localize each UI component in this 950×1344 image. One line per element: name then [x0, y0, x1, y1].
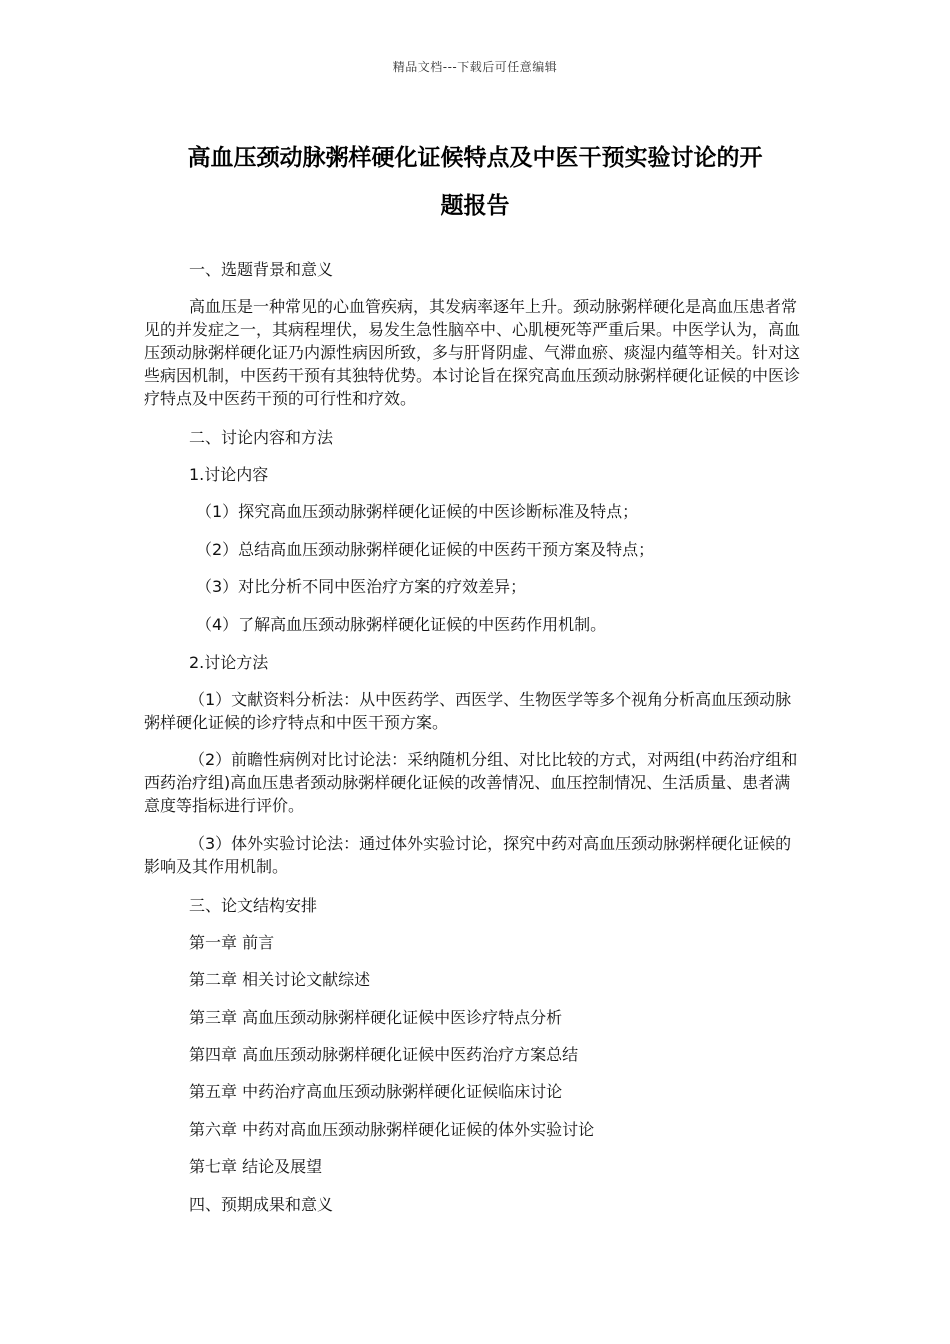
section-2-heading: 二、讨论内容和方法: [189, 428, 334, 447]
content-item: （1）探究高血压颈动脉粥样硬化证候的中医诊断标准及特点；: [196, 502, 639, 521]
chapter-item: 第六章 中药对高血压颈动脉粥样硬化证候的体外实验讨论: [189, 1120, 595, 1139]
section-3-heading: 三、论文结构安排: [189, 896, 318, 915]
chapter-item: 第三章 高血压颈动脉粥样硬化证候中医诊疗特点分析: [189, 1008, 563, 1027]
method-heading: 2.讨论方法: [189, 653, 269, 672]
section-1-paragraph: 高血压是一种常见的心血管疾病，其发病率逐年上升。颈动脉粥样硬化是高血压患者常见的并发症之一，其病程埋伏，易发生急性脑卒中、心肌梗死等严重后果。中医学认为，高血压颈动脉粥样硬化证乃内源性病因所致，多与肝肾阴虚、气滞血瘀、痰湿内蕴等相关。针对这些病因机制，中医药干预有其独特优势。本讨论旨在探究高血压颈动脉粥样硬化证候的中医诊疗特点及中医药干预的可行性和疗效。: [144, 297, 801, 408]
section-4-heading: 四、预期成果和意义: [189, 1195, 334, 1214]
chapter-item: 第四章 高血压颈动脉粥样硬化证候中医药治疗方案总结: [189, 1045, 579, 1064]
section-1-heading: 一、选题背景和意义: [189, 260, 334, 279]
chapter-item: 第五章 中药治疗高血压颈动脉粥样硬化证候临床讨论: [189, 1082, 563, 1101]
content-item: （4）了解高血压颈动脉粥样硬化证候的中医药作用机制。: [196, 615, 607, 634]
method-item: （1）文献资料分析法：从中医药学、西医学、生物医学等多个视角分析高血压颈动脉粥样硬化证候的诊疗特点和中医干预方案。: [144, 690, 792, 732]
header-note: 精品文档---下载后可任意编辑: [392, 60, 558, 74]
title-line-2: 题报告: [440, 193, 510, 219]
chapter-item: 第七章 结论及展望: [189, 1157, 323, 1176]
title-line-1: 高血压颈动脉粥样硬化证候特点及中医干预实验讨论的开: [187, 145, 763, 171]
method-item-block-1: [144, 688, 806, 734]
document-title: [140, 134, 810, 230]
content-item: （2）总结高血压颈动脉粥样硬化证候的中医药干预方案及特点；: [196, 540, 655, 559]
content-heading: 1.讨论内容: [189, 465, 269, 484]
method-item-block-3: [144, 832, 806, 878]
method-item: （3）体外实验讨论法：通过体外实验讨论，探究中药对高血压颈动脉粥样硬化证候的影响及其作用机制。: [144, 834, 792, 876]
method-item: （2）前瞻性病例对比讨论法：采纳随机分组、对比比较的方式，对两组(中药治疗组和西药治疗组)高血压患者颈动脉粥样硬化证候的改善情况、血压控制情况、生活质量、患者满意度等指标进行评价。: [144, 750, 798, 815]
section-1-paragraph-block: [144, 295, 806, 410]
content-item: （3）对比分析不同中医治疗方案的疗效差异；: [196, 577, 527, 596]
method-item-block-2: [144, 748, 806, 817]
chapter-item: 第二章 相关讨论文献综述: [189, 970, 371, 989]
chapter-item: 第一章 前言: [189, 933, 275, 952]
